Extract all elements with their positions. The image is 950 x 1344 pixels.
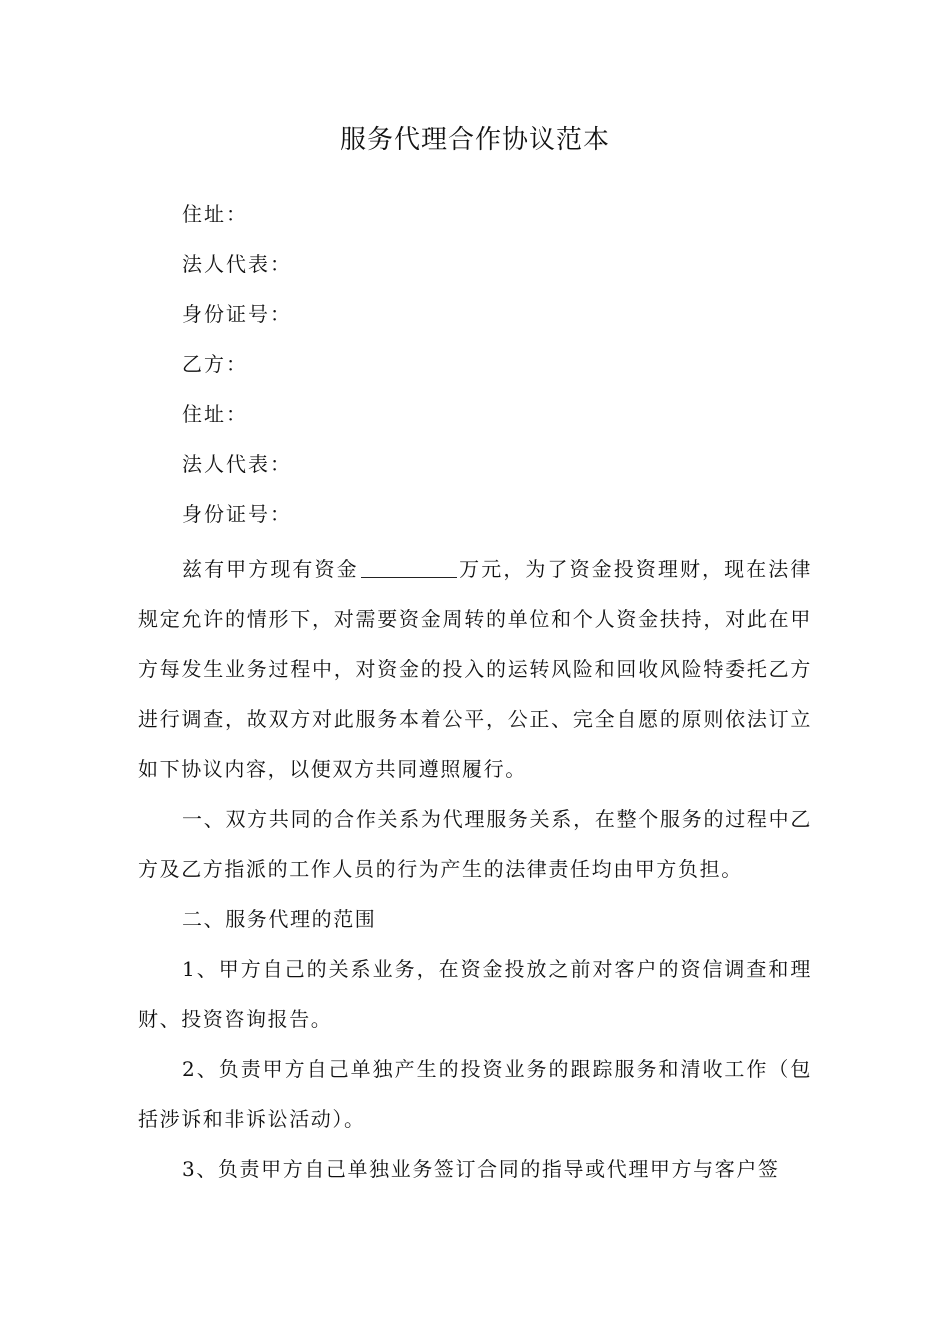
agreement-body — [138, 544, 812, 1194]
party-b-label: 乙方： — [182, 352, 248, 376]
clause-1-paragraph: 一、双方共同的合作关系为代理服务关系，在整个服务的过程中乙方及乙方指派的工作人员的行为产生的法律责任均由甲方负担。 — [138, 807, 812, 881]
intro-text-before-blank: 兹有甲方现有资金 — [182, 557, 359, 581]
amount-blank — [361, 555, 457, 578]
party-info-list — [182, 196, 292, 546]
clause-2-heading: 二、服务代理的范围 — [182, 907, 377, 931]
scope-item-3: 3、负责甲方自己单独业务签订合同的指导或代理甲方与客户签 — [182, 1157, 780, 1181]
party-b-legal-rep-label: 法人代表： — [182, 452, 292, 476]
party-b-address-label: 住址： — [182, 402, 248, 426]
intro-text-after-blank: 万元，为了资金投资理财，现在法律规定允许的情形下，对需要资金周转的单位和个人资金扶持，对此在甲方每发生业务过程中，对资金的投入的运转风险和回收风险特委托乙方进行调查，故双方对此服务本着公平，公正、完全自愿的原则依法订立如下协议内容，以便双方共同遵照履行。 — [138, 557, 812, 781]
scope-item-2: 2、负责甲方自己单独产生的投资业务的跟踪服务和清收工作（包括涉诉和非诉讼活动）。 — [138, 1057, 812, 1131]
party-a-legal-rep-label: 法人代表： — [182, 252, 292, 276]
party-b-id-number-label: 身份证号： — [182, 502, 292, 526]
scope-item-1: 1、甲方自己的关系业务，在资金投放之前对客户的资信调查和理财、投资咨询报告。 — [138, 957, 812, 1031]
document-title: 服务代理合作协议范本 — [339, 125, 610, 155]
intro-paragraph — [138, 544, 812, 794]
party-a-address-label: 住址： — [182, 202, 248, 226]
party-a-id-number-label: 身份证号： — [182, 302, 292, 326]
